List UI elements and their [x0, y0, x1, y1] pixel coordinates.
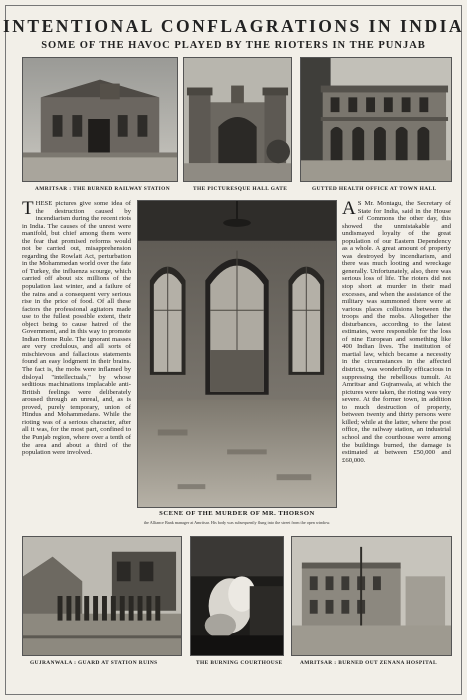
page-title: INTENTIONAL CONFLAGRATIONS IN INDIA — [2, 16, 465, 36]
drop-cap-t: T — [22, 200, 34, 219]
article-left-column — [22, 200, 131, 532]
article-right-column — [342, 200, 451, 532]
photo-burning-courthouse — [190, 536, 284, 656]
photo-zenana-hospital — [291, 536, 452, 656]
caption-burning-courthouse: THE BURNING COURTHOUSE — [196, 660, 283, 666]
caption-zenana-hospital: AMRITSAR : BURNED OUT ZENANA HOSPITAL — [300, 660, 437, 666]
caption-murder-scene: SCENE OF THE MURDER OF MR. THORSON — [159, 510, 315, 517]
photo-gujranwala-guard — [22, 536, 182, 656]
right-column-text: S Mr. Montagu, the Secretary of State for India, said in the House of Commons the other day, this showed the unmistakable and undismayed loyalty of the great population of our Eastern Dependency as a whole. A great amount of property was destroyed by incendiarism, and there was much looting and wreckage generally. Unfortunately, also, there was serious loss of life. The rioters did not stop short at murder in their mad excesses, and when the assistance of the military was summoned there were at various places collisions between the troops and the mobs. Altogether the disturbances, according to the latest estimates, were responsible for the loss of nine European and something like 400 Indian lives. The institution of martial law, which became a necessity in the circumstances in the affected districts, was wonderfully efficacious in suppressing the rebellious tumult. At Amritsar and Gujranwala, at which the pictures were taken, the rioting was very severe. At the former town, in addition to much destruction of property, between twenty and thirty persons were killed; while at the latter, where the post office, the railway station, an industrial school and the courthouse were among the buildings burned, the damage is estimated at between £50,000 and £60,000. — [342, 200, 451, 464]
left-column-text: HESE pictures give some idea of the destruction caused by incendiarism during the recent riots in India. The causes of the unrest were manifold, but chief among them were the fear that promised reforms would not be carried out, misapprehension regarding the Rowlatt Act, perturbation in the Mohammedan world over the fate of Turkey, the influenza scourge, which carried off about six millions of the population last winter, and a failure of the rains and a consequent very serious rise in the price of food. Of all these factors the professional agitators made use to the fullest possible extent, their object being to cause hatred of the Government, and in this way to promote Indian Home Rule. The ignorant masses are very credulous, and all sorts of mischievous and fallacious statements found an easy lodgment in their brains. The fact is, the mobs were inflamed by disloyal "intellectuals," by whose seditious machinations implacable anti-British feelings were deliberately aroused through an unreal, and, as is proved, purely temporary, union of Hindus and Mohammedans. While the rioting was of a serious character, after all it was, for the most part, confined to the Punjab region, where over a tenth of the area and about a third of the population were involved. — [22, 200, 131, 457]
caption-health-office: GUTTED HEALTH OFFICE AT TOWN HALL — [312, 186, 437, 192]
caption-hall-gate: THE PICTURESQUE HALL GATE — [193, 186, 288, 192]
subcaption-murder-scene: the Alliance Bank manager at Amritsar. His body was subsequently flung into the street from the open window. — [143, 520, 331, 525]
photo-railway-station — [22, 57, 178, 182]
drop-cap-a: A — [342, 200, 356, 219]
page-subtitle: SOME OF THE HAVOC PLAYED BY THE RIOTERS IN THE PUNJAB — [41, 40, 426, 51]
caption-gujranwala-guard: GUJRANWALA : GUARD AT STATION RUINS — [30, 660, 158, 666]
photo-health-office — [300, 57, 452, 182]
photo-murder-scene — [137, 200, 337, 508]
caption-railway-station: AMRITSAR : THE BURNED RAILWAY STATION — [35, 186, 171, 192]
photo-hall-gate — [183, 57, 292, 182]
